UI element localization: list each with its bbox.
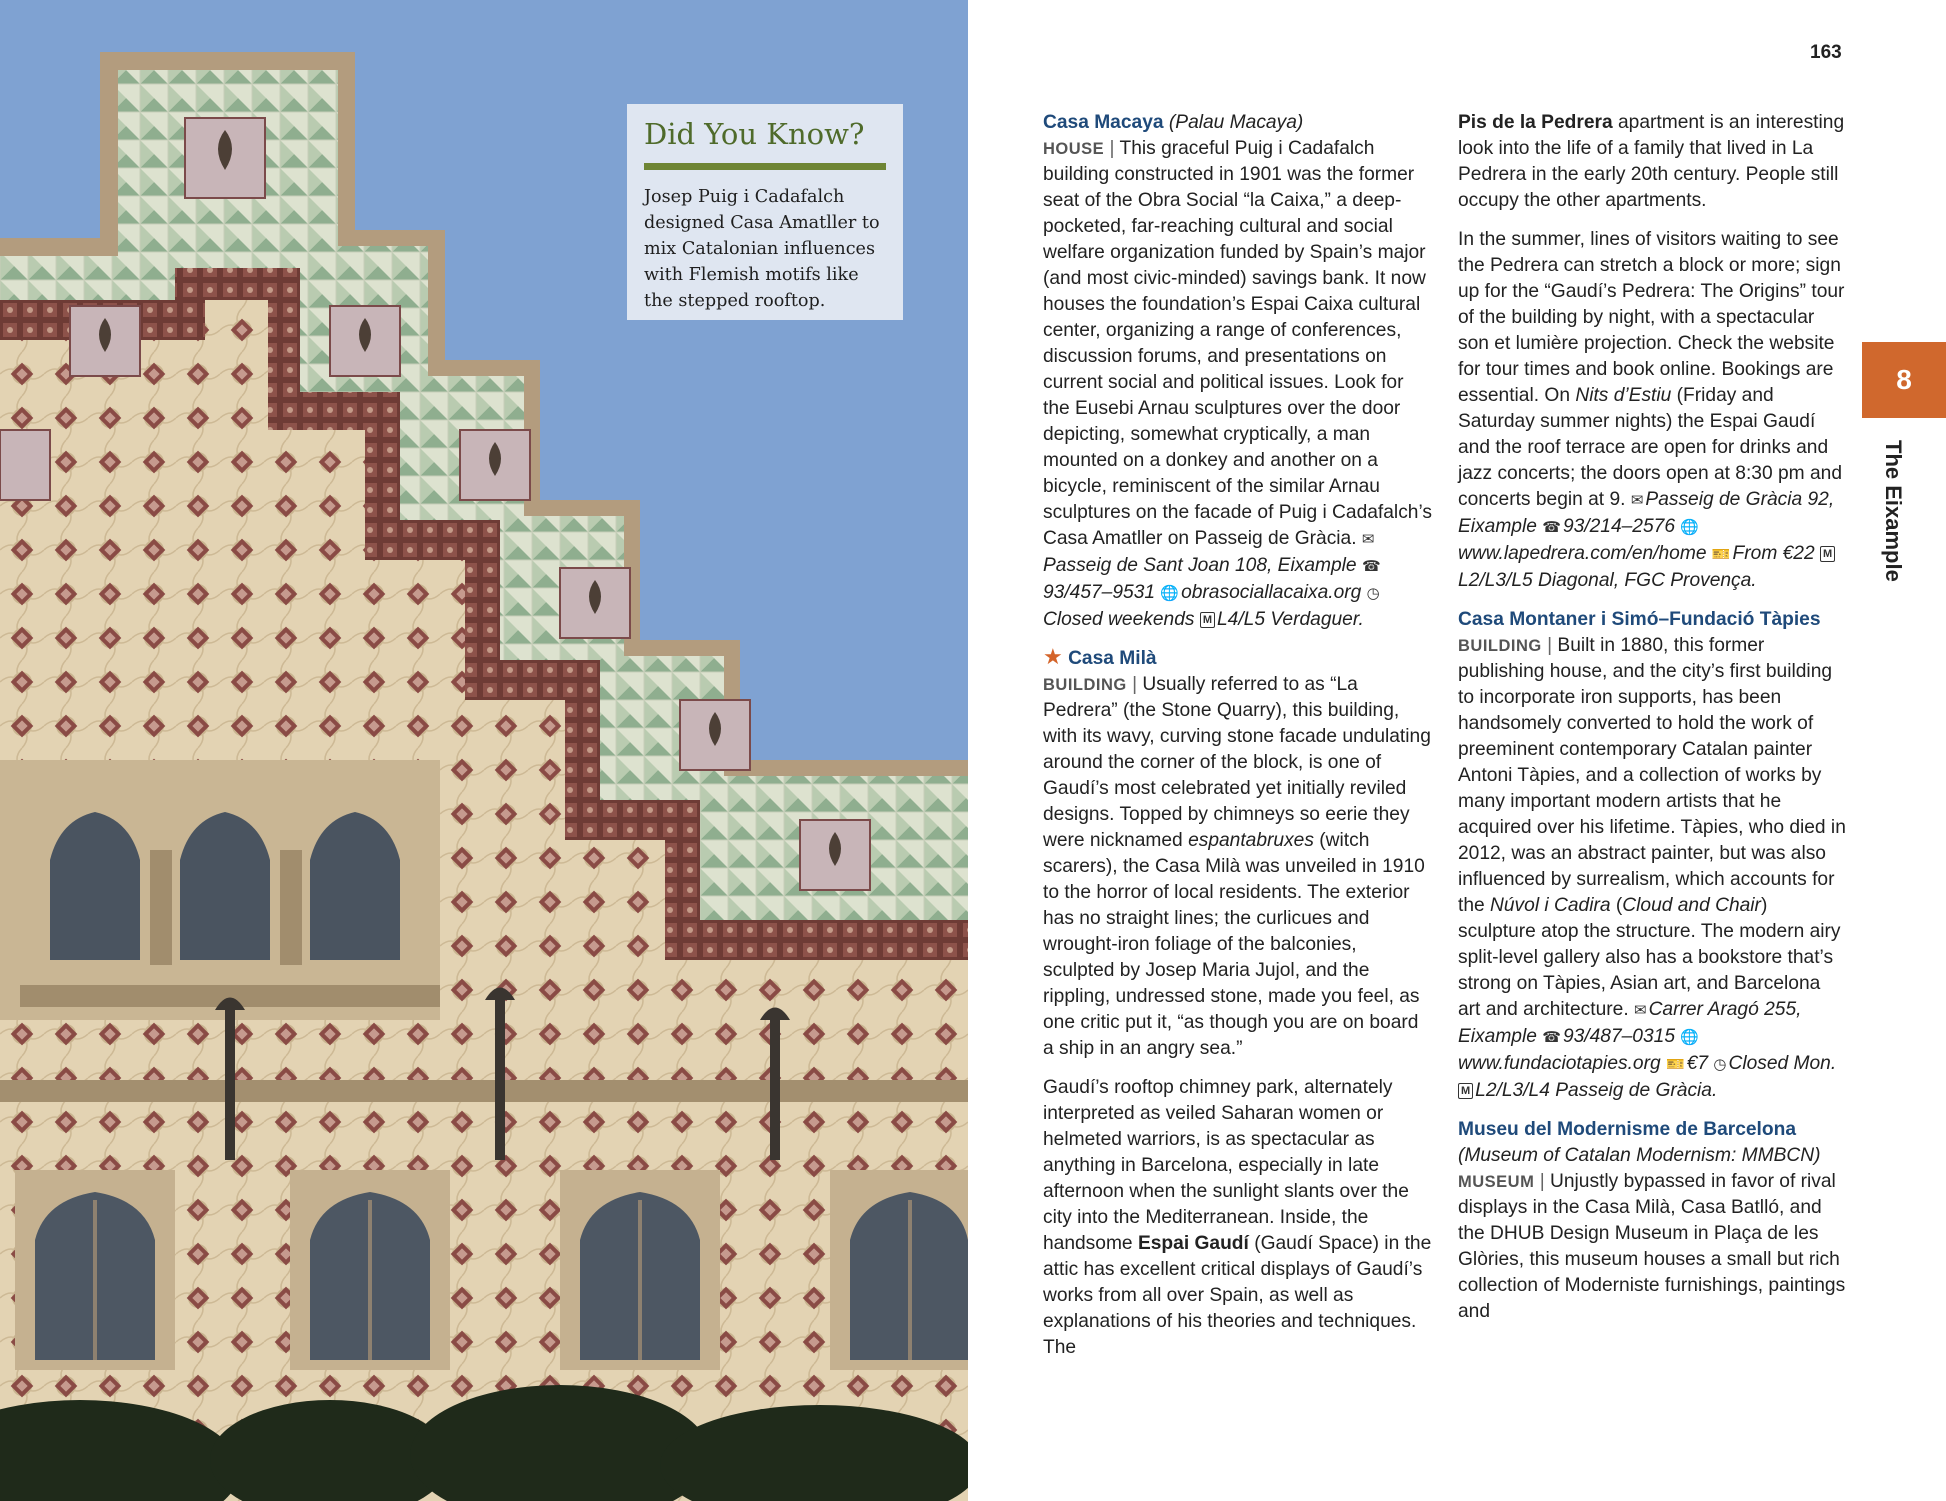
listing-title: Casa Macaya xyxy=(1043,112,1164,133)
listing-separator: | xyxy=(1132,674,1138,695)
listing-title: Museu del Modernisme de Barcelona xyxy=(1458,1119,1797,1140)
paragraph-text: In the summer, lines of visitors waiting to see the Pedrera can stretch a block or more; sign up for the “Gaudí’s Pedrera: The Origins” tour of the building by night, with a spectacular son et lumière projection. Check the website for tour times and book online. Bookings are essential. On xyxy=(1458,229,1845,406)
star-icon: ★ xyxy=(1043,644,1063,669)
listing-body-italic: Cloud and Chair xyxy=(1622,895,1761,916)
listing-phone: 93/487–0315 xyxy=(1562,1026,1675,1047)
listing-body: Unjustly bypassed in favor of rival displays in the Casa Milà, Casa Batlló, and the DHUB Design Museum in Plaça de les Glòries, this museum houses a small but rich collection of Moderniste furnishings, paintings and xyxy=(1458,1171,1846,1322)
clock-icon: ◷ xyxy=(1366,585,1380,602)
listing-casa-macaya xyxy=(1043,110,1433,633)
listing-type: HOUSE xyxy=(1043,140,1105,158)
metro-icon: M xyxy=(1200,612,1215,628)
paragraph-text: (Gaudí Space) in the attic has excellent critical displays of Gaudí’s works from all over Spain, as well as explanations of his theories and techniques. The xyxy=(1043,1233,1432,1358)
listing-website[interactable]: obrasociallacaixa.org xyxy=(1181,582,1362,603)
paragraph-text: Gaudí’s rooftop chimney park, alternately interpreted as veiled Saharan women or helmeted warriors, is as spectacular as anything in Barcelona, especially in late afternoon when the sunlight slants over the city into the Mediterranean. Inside, the handsome xyxy=(1043,1077,1409,1254)
listing-title: Casa Montaner i Simó–Fundació Tàpies xyxy=(1458,609,1821,630)
phone-icon: ☎ xyxy=(1542,519,1561,536)
envelope-icon: ✉ xyxy=(1630,492,1644,509)
listing-website[interactable]: www.lapedrera.com/en/home xyxy=(1458,543,1707,564)
text-column-left xyxy=(1043,110,1433,1374)
listing-separator: | xyxy=(1109,138,1115,159)
listing-casa-montaner xyxy=(1458,607,1848,1104)
listing-subtitle: (Palau Macaya) xyxy=(1168,112,1304,133)
did-you-know-box xyxy=(627,104,903,320)
did-you-know-body: Josep Puig i Cadafalch designed Casa Amatller to mix Catalonian influences with Flemish motifs like the stepped rooftop. xyxy=(644,187,880,312)
listing-subtitle: (Museum of Catalan Modernism: MMBCN) xyxy=(1458,1145,1821,1166)
listing-metro: L2/L3/L5 Diagonal, FGC Provença. xyxy=(1458,570,1757,591)
casa-mila-paragraph-2-cont xyxy=(1458,110,1848,214)
globe-icon: 🌐 xyxy=(1160,585,1180,602)
listing-separator: | xyxy=(1547,635,1553,656)
paragraph-text: (Friday and Saturday summer nights) the Espai Gaudí and the roof terrace are open for drinks and jazz concerts; the doors open at 8:30 pm and concerts begin at 9. xyxy=(1458,385,1842,510)
envelope-icon: ✉ xyxy=(1361,531,1375,548)
listing-casa-mila xyxy=(1043,646,1433,1062)
did-you-know-title: Did You Know? xyxy=(644,114,886,170)
facade-photo xyxy=(0,0,968,1501)
listing-body-italic: espantabruxes xyxy=(1188,830,1314,851)
chapter-name: The Eixample xyxy=(1881,440,1906,582)
paragraph-bold-text: Pis de la Pedrera xyxy=(1458,112,1613,133)
listing-address: Passeig de Gràcia 92, Eixample xyxy=(1458,489,1835,537)
phone-icon: ☎ xyxy=(1542,1029,1561,1046)
envelope-icon: ✉ xyxy=(1634,1002,1647,1019)
listing-body: Built in 1880, this former publishing house, and the city’s first building to incorporate iron supports, has been handsomely converted to hold the work of preeminent contemporary Catalan painter Antoni Tàpies, and a collection of works by many important modern artists that he acquired over his lifetime. Tàpies, who died in 2012, was an abstract painter, but was also influenced by surrealism, which accounts for the xyxy=(1458,635,1846,916)
listing-museu-modernisme xyxy=(1458,1117,1848,1325)
listing-body-italic: Núvol i Cadira xyxy=(1490,895,1611,916)
paragraph-bold-text: Espai Gaudí xyxy=(1137,1233,1249,1254)
listing-type: BUILDING xyxy=(1458,637,1542,655)
metro-icon: M xyxy=(1458,1083,1473,1099)
listing-price: From €22 xyxy=(1732,543,1815,564)
listing-body-cont: ) sculpture atop the structure. The modern airy split-level gallery also has a bookstore that’s strong on Tàpies, Asian art, and Barcelona art and architecture. xyxy=(1458,895,1841,1020)
listing-phone: 93/214–2576 xyxy=(1562,516,1675,537)
listing-body-cont: (witch scarers), the Casa Milà was unveiled in 1910 to the horror of local residents. The exterior has no straight lines; the curlicues and wrought-iron foliage of the balconies, sculpted by Josep Maria Jujol, and the rippling, undressed stone, made you feel, as one critic put it, “as though you are on board a ship in an angry sea.” xyxy=(1043,830,1425,1059)
casa-mila-paragraph-3 xyxy=(1458,227,1848,594)
listing-phone: 93/457–9531 xyxy=(1043,582,1156,603)
listing-title: Casa Milà xyxy=(1068,648,1157,669)
listing-price: €7 xyxy=(1686,1053,1709,1074)
metro-icon: M xyxy=(1820,546,1835,562)
casa-mila-paragraph-2 xyxy=(1043,1075,1433,1361)
clock-icon: ◷ xyxy=(1713,1056,1727,1073)
phone-icon: ☎ xyxy=(1361,558,1381,575)
listing-website[interactable]: www.fundaciotapies.org xyxy=(1458,1053,1661,1074)
paragraph-text: apartment is an interesting look into the life of a family that lived in La Pedrera in the early 20th century. People still occupy the other apartments. xyxy=(1458,112,1845,211)
listing-body: This graceful Puig i Cadafalch building constructed in 1901 was the former seat of the Obra Social “la Caixa,” a deep-pocketed, far-reaching cultural and social welfare organization funded by Spain’s major (and most civic-minded) savings bank. It now houses the foundation’s Espai Caixa cultural center, organizing a range of conferences, discussion forums, and presentations on current social and political issues. Look for the Eusebi Arnau sculptures over the door depicting, somewhat cryptically, a man mounted on a donkey and another on a bicycle, reminiscent of the similar Arnau sculptures on the facade of Puig i Cadafalch’s Casa Amatller on Passeig de Gràcia. xyxy=(1043,138,1432,549)
listing-type: BUILDING xyxy=(1043,676,1127,694)
chapter-number-tab xyxy=(1862,342,1946,418)
listing-hours: Closed weekends xyxy=(1043,609,1195,630)
listing-body-cont: ( xyxy=(1615,895,1623,916)
listing-body: Usually referred to as “La Pedrera” (the Stone Quarry), this building, with its wavy, curving stone facade undulating around the corner of the block, is one of Gaudí’s most celebrated yet initially reviled designs. Topped by chimneys so eerie they were nicknamed xyxy=(1043,674,1431,851)
listing-type: MUSEUM xyxy=(1458,1173,1535,1191)
listing-address: Carrer Aragó 255, Eixample xyxy=(1458,999,1802,1047)
listing-metro: L2/L3/L4 Passeig de Gràcia. xyxy=(1475,1080,1718,1101)
ticket-icon: 🎫 xyxy=(1666,1056,1685,1073)
page-number: 163 xyxy=(1810,42,1842,63)
listing-address: Passeig de Sant Joan 108, Eixample xyxy=(1043,555,1357,576)
text-column-right xyxy=(1458,110,1848,1338)
paragraph-italic-text: Nits d’Estiu xyxy=(1575,385,1672,406)
globe-icon: 🌐 xyxy=(1680,519,1700,536)
listing-metro: L4/L5 Verdaguer. xyxy=(1216,609,1364,630)
chapter-name-tab xyxy=(1882,440,1910,580)
chapter-number: 8 xyxy=(1896,364,1912,395)
ticket-icon: 🎫 xyxy=(1711,546,1731,563)
listing-hours: Closed Mon. xyxy=(1728,1053,1837,1074)
globe-icon: 🌐 xyxy=(1680,1029,1700,1046)
listing-separator: | xyxy=(1539,1171,1545,1192)
